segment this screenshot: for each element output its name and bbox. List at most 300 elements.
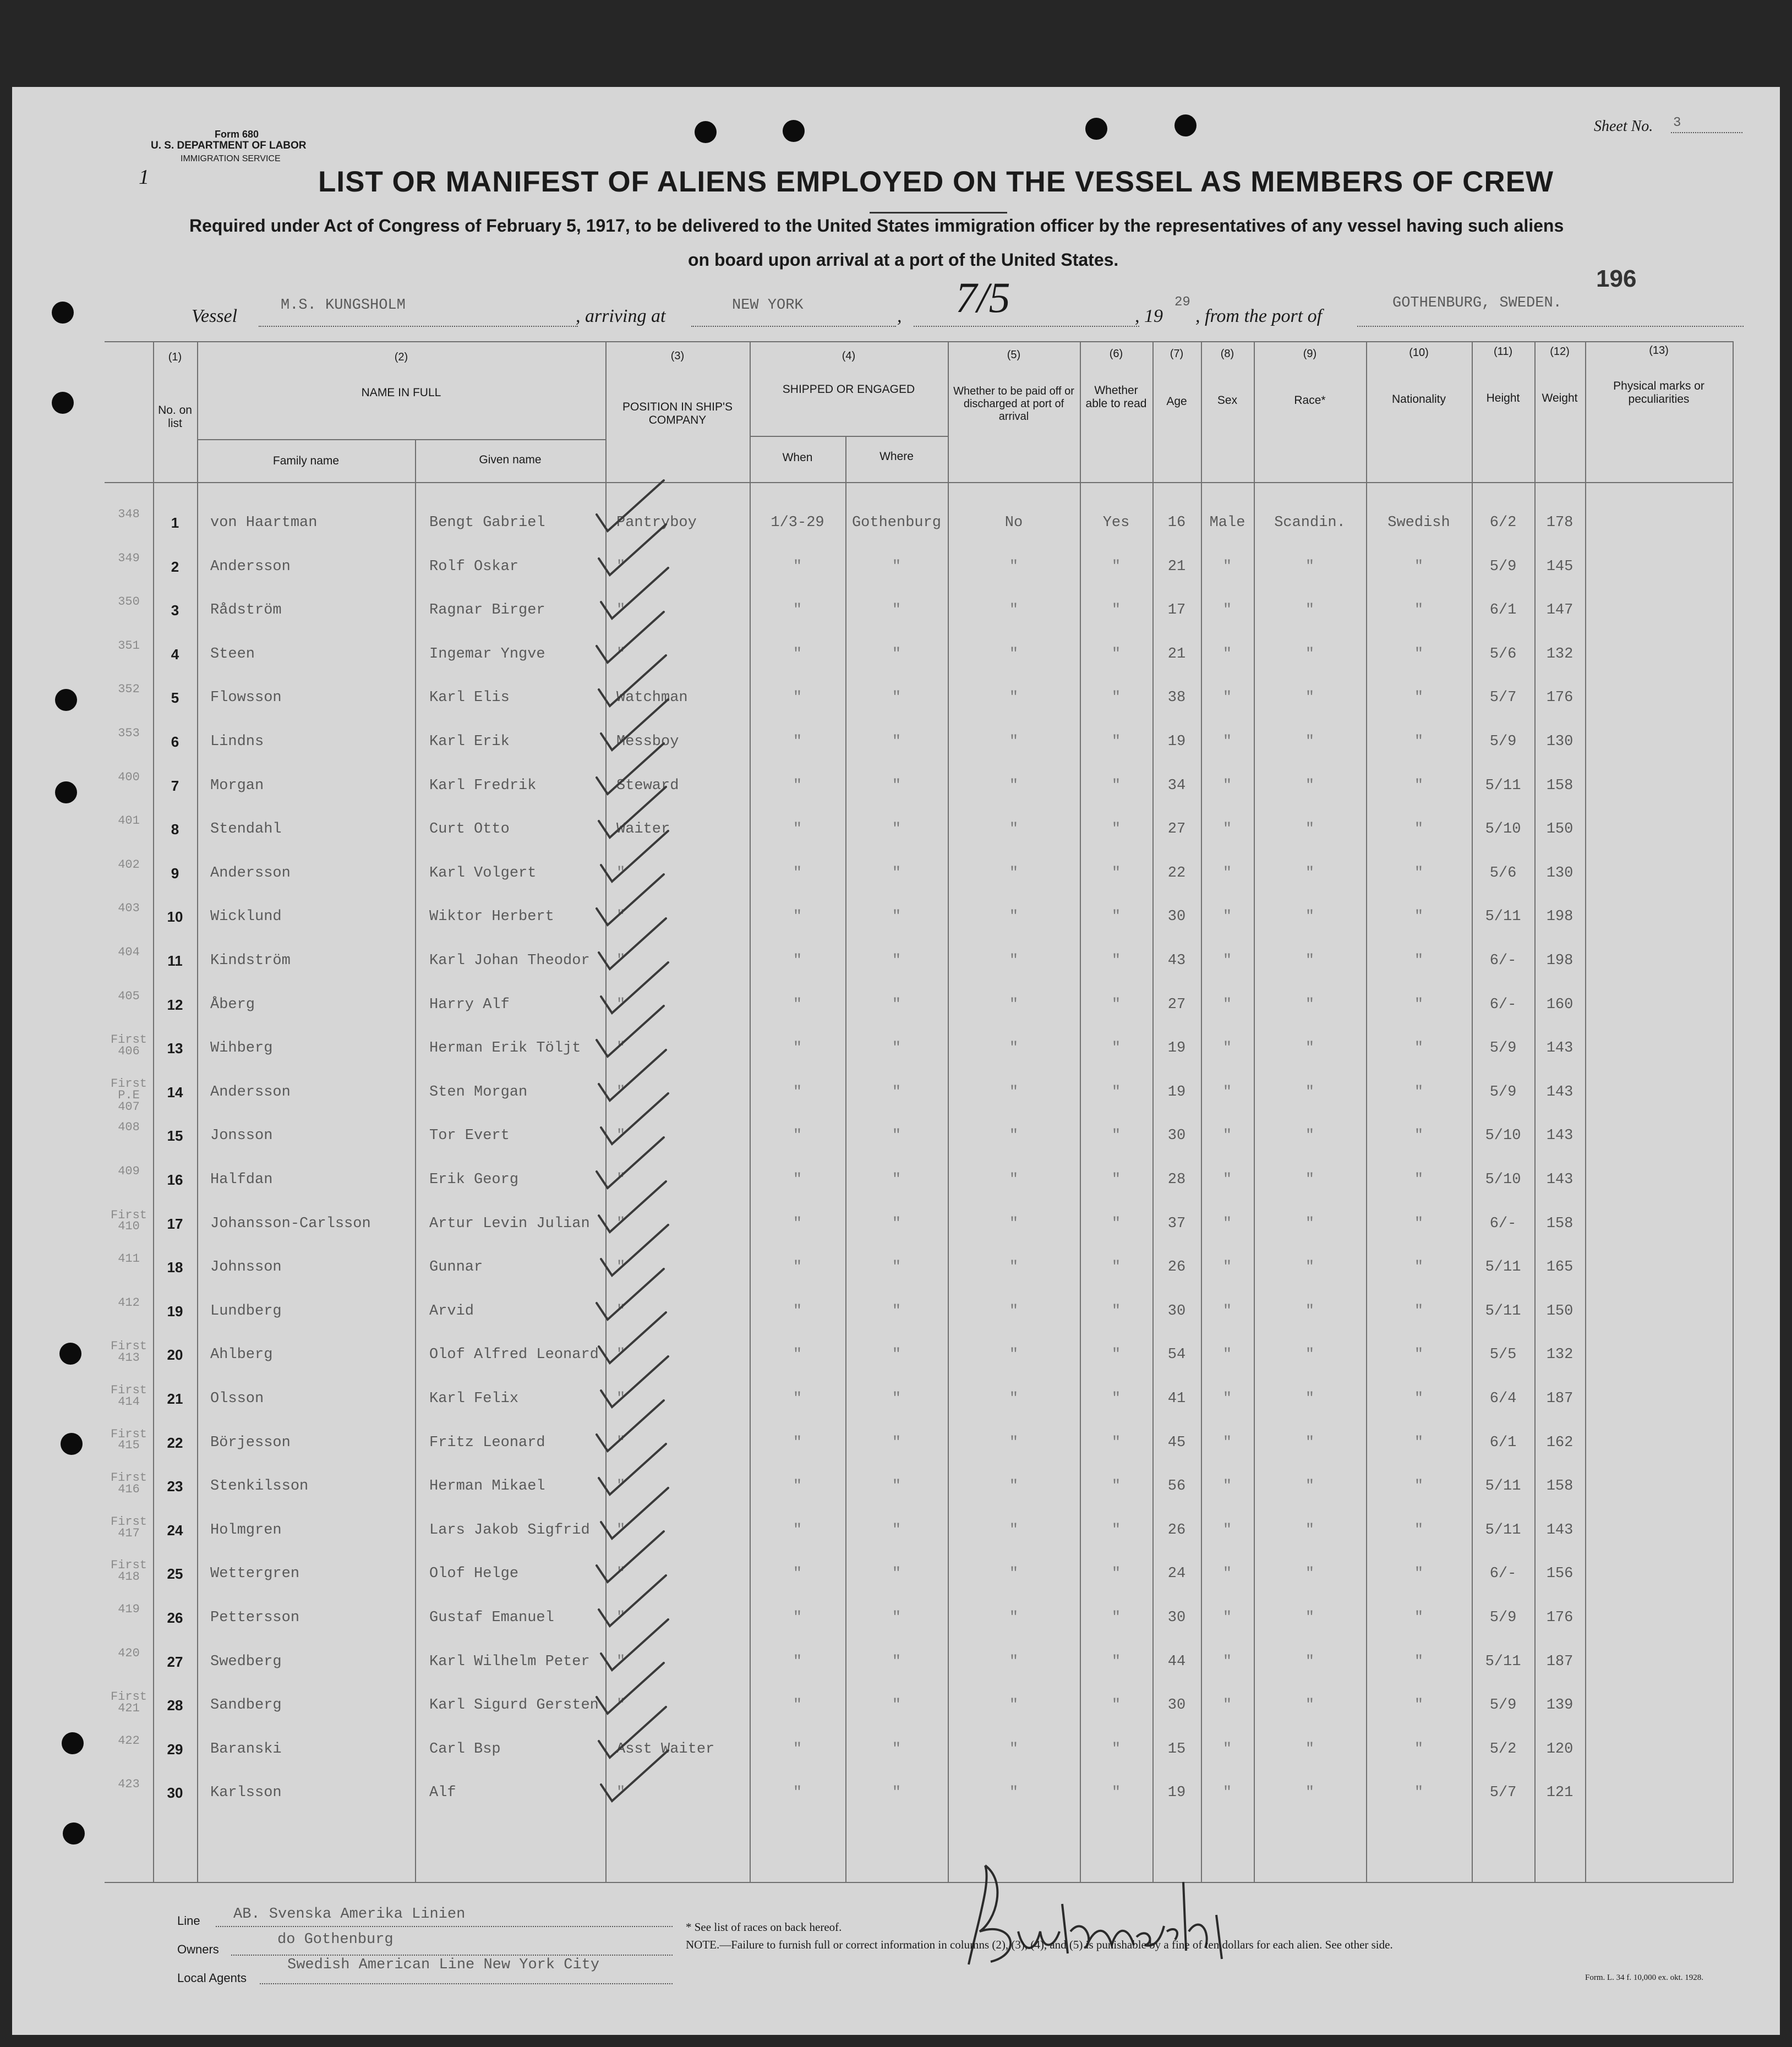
age: 44 [1167,1653,1186,1670]
height: 5/7 [1489,689,1517,707]
age: 19 [1167,1040,1186,1057]
position: " [616,1128,626,1145]
able-to-read: " [1111,558,1121,575]
weight: 130 [1546,864,1574,882]
family-name: Sandberg [210,1697,282,1714]
margin-entry: First 406 [110,1033,147,1059]
colnum-11: (11) [1493,346,1513,358]
sex: " [1222,1391,1232,1407]
punch-hole [1174,114,1197,136]
margin-entry: 400 [118,770,140,784]
age: 41 [1167,1391,1186,1407]
age: 54 [1167,1347,1186,1364]
colnum-6: (6) [1109,348,1123,360]
margin-entry: 349 [118,551,140,565]
position: " [616,1215,626,1232]
shipped-where: " [892,1391,902,1407]
race: " [1305,1653,1315,1670]
race: " [1305,1610,1315,1626]
nationality: " [1414,645,1424,663]
family-name: Andersson [210,1083,291,1101]
shipped-where: " [892,689,902,707]
height: 5/9 [1489,1697,1517,1714]
position: " [616,602,626,619]
family-name: Andersson [210,864,291,882]
height: 5/5 [1489,1347,1517,1364]
paid-off: " [1009,1215,1019,1232]
given-name: Bengt Gabriel [429,515,545,531]
age: 38 [1167,689,1186,707]
weight: 143 [1546,1172,1574,1188]
position: " [616,1478,626,1495]
position: Messboy [616,734,679,750]
age: 16 [1167,515,1186,531]
position: Watchman [616,689,688,707]
position: " [616,1785,626,1802]
sex: " [1222,953,1232,969]
nationality: " [1414,1172,1424,1188]
vessel-label: Vessel [192,306,238,326]
row-number: 2 [171,558,179,575]
nationality: " [1414,864,1424,882]
sex: " [1222,1172,1232,1188]
given-name: Karl Sigurd Gersten [429,1697,599,1714]
margin-entry: 420 [118,1646,140,1660]
nationality: Swedish [1387,515,1450,531]
shipped-when: " [793,908,802,926]
weight: 176 [1546,689,1574,707]
family-name: Pettersson [210,1610,300,1626]
row-number: 15 [167,1128,183,1145]
paid-off: " [1009,1697,1019,1714]
row-number: 3 [171,602,179,619]
paid-off: " [1009,908,1019,926]
margin-entry: First 421 [110,1690,147,1716]
row-number: 8 [171,821,179,838]
shipped-when: " [793,821,802,838]
arriving-label: , arriving at [576,306,666,326]
row-number: 20 [167,1347,183,1364]
sex: " [1222,908,1232,926]
row-number: 29 [167,1741,183,1758]
family-name: Morgan [210,777,264,794]
weight: 132 [1546,645,1574,663]
paid-off: " [1009,1347,1019,1364]
weight: 178 [1546,515,1574,531]
shipped-when: " [793,1083,802,1101]
weight: 187 [1546,1391,1574,1407]
nationality: " [1414,1521,1424,1539]
age: 37 [1167,1215,1186,1232]
colnum-5: (5) [1007,349,1021,361]
shipped-when: " [793,1566,802,1583]
able-to-read: " [1111,1653,1121,1670]
margin-entry: First 415 [110,1427,147,1453]
shipped-where: Gothenburg [851,515,942,531]
nationality: " [1414,1653,1424,1670]
shipped-when: " [793,1172,802,1188]
age: 27 [1167,821,1186,838]
row-number: 13 [167,1040,183,1057]
family-name: Johnsson [210,1259,282,1276]
family-name: Kindström [210,953,291,969]
race: " [1305,1697,1315,1714]
weight: 120 [1546,1741,1574,1758]
sex: " [1222,1302,1232,1320]
row-number: 1 [171,515,179,531]
vessel-name: M.S. KUNGSHOLM [281,297,406,314]
family-name: Steen [210,645,255,663]
weight: 143 [1546,1083,1574,1101]
stamped-number: 196 [1596,265,1637,292]
shipped-where: " [892,1697,902,1714]
header-age: Age [1166,395,1187,408]
height: 5/10 [1485,1128,1521,1145]
family-name: Jonsson [210,1128,273,1145]
able-to-read: " [1111,1215,1121,1232]
row-number: 18 [167,1259,183,1276]
height: 6/1 [1489,1434,1517,1451]
sex: " [1222,821,1232,838]
race: " [1305,1347,1315,1364]
family-name: Johansson-Carlsson [210,1215,371,1232]
given-name: Karl Elis [429,689,510,707]
position: " [616,1434,626,1451]
colnum-7: (7) [1170,348,1184,360]
form-subtitle-2: on board upon arrival at a port of the United States. [688,250,1119,270]
race: " [1305,1566,1315,1583]
service: IMMIGRATION SERVICE [181,154,281,163]
race: " [1305,1478,1315,1495]
nationality: " [1414,689,1424,707]
print-info: Form. L. 34 f. 10,000 ex. okt. 1928. [1585,1973,1703,1982]
given-name: Curt Otto [429,821,510,838]
able-to-read: " [1111,1610,1121,1626]
given-name: Karl Wilhelm Peter [429,1653,590,1670]
position: " [616,996,626,1013]
family-name: Holmgren [210,1521,282,1539]
owners-value: do Gothenburg [277,1931,394,1948]
height: 5/10 [1485,1172,1521,1188]
header-family-name: Family name [272,455,340,467]
shipped-where: " [892,1434,902,1451]
able-to-read: " [1111,1172,1121,1188]
height: 5/10 [1485,821,1521,838]
margin-entry: First 414 [110,1383,147,1409]
weight: 158 [1546,777,1574,794]
row-number: 7 [171,777,179,794]
age: 45 [1167,1434,1186,1451]
height: 5/7 [1489,1785,1517,1802]
header-weight: Weight [1542,392,1578,404]
shipped-when: " [793,777,802,794]
shipped-when: " [793,1302,802,1320]
year-label: , 19 [1135,306,1163,326]
race: " [1305,734,1315,750]
able-to-read: " [1111,1697,1121,1714]
age: 21 [1167,558,1186,575]
given-name: Karl Fredrik [429,777,537,794]
from-port-label: , from the port of [1195,306,1323,326]
race: " [1305,821,1315,838]
height: 6/1 [1489,602,1517,619]
shipped-when: " [793,1653,802,1670]
given-name: Olof Helge [429,1566,519,1583]
nationality: " [1414,1434,1424,1451]
sex: " [1222,689,1232,707]
arrival-date: 7/5 [955,273,1010,321]
race: " [1305,1521,1315,1539]
race: " [1305,1172,1315,1188]
able-to-read: " [1111,645,1121,663]
height: 6/- [1489,996,1517,1013]
position: " [616,558,626,575]
failure-note: NOTE.—Failure to furnish full or correct information in columns (2), (3), (4), and (5) is punishable by a fine of ten dollars for each alien. See other side. [686,1938,1393,1951]
sex: " [1222,1128,1232,1145]
shipped-when: " [793,689,802,707]
family-name: Stendahl [210,821,282,838]
header-paid-off: Whether to be paid off or discharged at port of arrival [953,385,1074,423]
able-to-read: " [1111,908,1121,926]
paid-off: " [1009,996,1019,1013]
race: " [1305,996,1315,1013]
position: " [616,1697,626,1714]
able-to-read: " [1111,1521,1121,1539]
sex: " [1222,1785,1232,1802]
punch-hole [55,689,77,711]
paid-off: " [1009,1040,1019,1057]
given-name: Wiktor Herbert [429,908,554,926]
age: 19 [1167,734,1186,750]
check-mark-icon [598,1746,675,1807]
race: " [1305,1434,1315,1451]
margin-entry: 422 [118,1733,140,1748]
shipped-when: " [793,1741,802,1758]
sex: " [1222,1521,1232,1539]
margin-entry: 402 [118,857,140,872]
shipped-where: " [892,821,902,838]
able-to-read: " [1111,689,1121,707]
age: 19 [1167,1785,1186,1802]
header-name-in-full: NAME IN FULL [361,386,441,399]
family-name: Åberg [210,996,255,1013]
shipped-when: " [793,1391,802,1407]
shipped-where: " [892,1128,902,1145]
sex: Male [1209,515,1245,531]
shipped-where: " [892,1521,902,1539]
weight: 139 [1546,1697,1574,1714]
family-name: Baranski [210,1741,282,1758]
paid-off: " [1009,689,1019,707]
weight: 121 [1546,1785,1574,1802]
able-to-read: " [1111,1259,1121,1276]
height: 5/9 [1489,558,1517,575]
shipped-where: " [892,777,902,794]
shipped-when: " [793,1128,802,1145]
height: 5/9 [1489,734,1517,750]
shipped-when: " [793,1521,802,1539]
position: Waiter [616,821,670,838]
header-where: Where [879,450,914,463]
able-to-read: " [1111,1040,1121,1057]
row-number: 24 [167,1521,183,1539]
signature [958,1849,1244,1981]
shipped-when: " [793,1347,802,1364]
shipped-where: " [892,864,902,882]
paid-off: " [1009,1083,1019,1101]
header-when: When [782,451,813,464]
row-number: 28 [167,1697,183,1714]
given-name: Olof Alfred Leonard [429,1347,599,1364]
height: 5/11 [1485,1521,1521,1539]
shipped-when: " [793,1610,802,1626]
punch-hole [62,1732,84,1754]
age: 26 [1167,1259,1186,1276]
colnum-12: (12) [1550,346,1570,358]
margin-entry: 403 [118,901,140,916]
shipped-where: " [892,996,902,1013]
position: Pantryboy [616,515,697,531]
position: " [616,645,626,663]
weight: 145 [1546,558,1574,575]
age: 17 [1167,602,1186,619]
nationality: " [1414,1697,1424,1714]
sex: " [1222,734,1232,750]
family-name: Börjesson [210,1434,291,1451]
nationality: " [1414,821,1424,838]
age: 56 [1167,1478,1186,1495]
race: " [1305,1040,1315,1057]
height: 6/4 [1489,1391,1517,1407]
nationality: " [1414,953,1424,969]
shipped-where: " [892,1653,902,1670]
nationality: " [1414,734,1424,750]
margin-entry: 408 [118,1120,140,1135]
position: " [616,1610,626,1626]
age: 34 [1167,777,1186,794]
row-number: 19 [167,1302,183,1320]
weight: 198 [1546,908,1574,926]
given-name: Gustaf Emanuel [429,1610,554,1626]
position: " [616,864,626,882]
age: 24 [1167,1566,1186,1583]
margin-entry: 353 [118,726,140,740]
shipped-where: " [892,1610,902,1626]
shipped-when: " [793,1434,802,1451]
nationality: " [1414,602,1424,619]
given-name: Karl Erik [429,734,510,750]
colnum-10: (10) [1409,347,1429,359]
shipped-where: " [892,645,902,663]
margin-entry: 419 [118,1602,140,1616]
sex: " [1222,1347,1232,1364]
local-agents-value: Swedish American Line New York City [287,1957,600,1973]
nationality: " [1414,1347,1424,1364]
weight: 147 [1546,602,1574,619]
family-name: Karlsson [210,1785,282,1802]
nationality: " [1414,1259,1424,1276]
paid-off: " [1009,1391,1019,1407]
races-note: * See list of races on back hereof. [686,1920,842,1934]
sex: " [1222,602,1232,619]
paid-off: " [1009,1172,1019,1188]
shipped-when: 1/3-29 [771,515,824,531]
shipped-when: " [793,953,802,969]
sheet-no-label: Sheet No. [1594,118,1653,135]
given-name: Artur Levin Julian [429,1215,590,1232]
form-subtitle-1: Required under Act of Congress of February 5, 1917, to be delivered to the United States immigration officer by the representatives of any vessel having such aliens [189,216,1564,236]
age: 30 [1167,1128,1186,1145]
nationality: " [1414,777,1424,794]
punch-hole [63,1822,85,1845]
margin-entry: 351 [118,638,140,653]
weight: 165 [1546,1259,1574,1276]
margin-entry: First P.E 407 [110,1076,147,1114]
row-number: 26 [167,1610,183,1626]
able-to-read: " [1111,1566,1121,1583]
owners-label: Owners [177,1942,219,1956]
shipped-when: " [793,602,802,619]
race: " [1305,864,1315,882]
given-name: Gunnar [429,1259,483,1276]
height: 5/9 [1489,1040,1517,1057]
age: 27 [1167,996,1186,1013]
given-name: Herman Erik Töljt [429,1040,581,1057]
given-name: Ragnar Birger [429,602,545,619]
shipped-where: " [892,953,902,969]
able-to-read: " [1111,1434,1121,1451]
margin-entry: 404 [118,945,140,959]
weight: 132 [1546,1347,1574,1364]
given-name: Arvid [429,1302,474,1320]
paid-off: " [1009,1302,1019,1320]
family-name: Stenkilsson [210,1478,309,1495]
able-to-read: " [1111,1302,1121,1320]
able-to-read: " [1111,777,1121,794]
margin-entry: First 416 [110,1471,147,1497]
header-height: Height [1486,392,1520,404]
height: 6/- [1489,1566,1517,1583]
family-name: Wihberg [210,1040,273,1057]
margin-entry: 412 [118,1295,140,1310]
position: " [616,953,626,969]
able-to-read: " [1111,1347,1121,1364]
punch-hole [1085,118,1107,140]
height: 5/2 [1489,1741,1517,1758]
family-name: Swedberg [210,1653,282,1670]
sex: " [1222,1434,1232,1451]
row-number: 17 [167,1215,183,1232]
header-able-to-read: Whether able to read [1085,384,1147,411]
race: " [1305,645,1315,663]
paid-off: " [1009,1259,1019,1276]
margin-entry: 405 [118,989,140,1003]
paid-off: No [1004,515,1023,531]
family-name: Wettergren [210,1566,300,1583]
position: " [616,1259,626,1276]
race: " [1305,777,1315,794]
row-number: 11 [167,953,183,969]
given-name: Ingemar Yngve [429,645,545,663]
position: Steward [616,777,679,794]
margin-entry: First 417 [110,1514,147,1540]
race: " [1305,1741,1315,1758]
race: " [1305,1215,1315,1232]
family-name: Lindns [210,734,264,750]
header-physical-marks: Physical marks or peculiarities [1613,380,1704,406]
form-number: Form 680 [215,129,259,140]
shipped-where: " [892,1741,902,1758]
